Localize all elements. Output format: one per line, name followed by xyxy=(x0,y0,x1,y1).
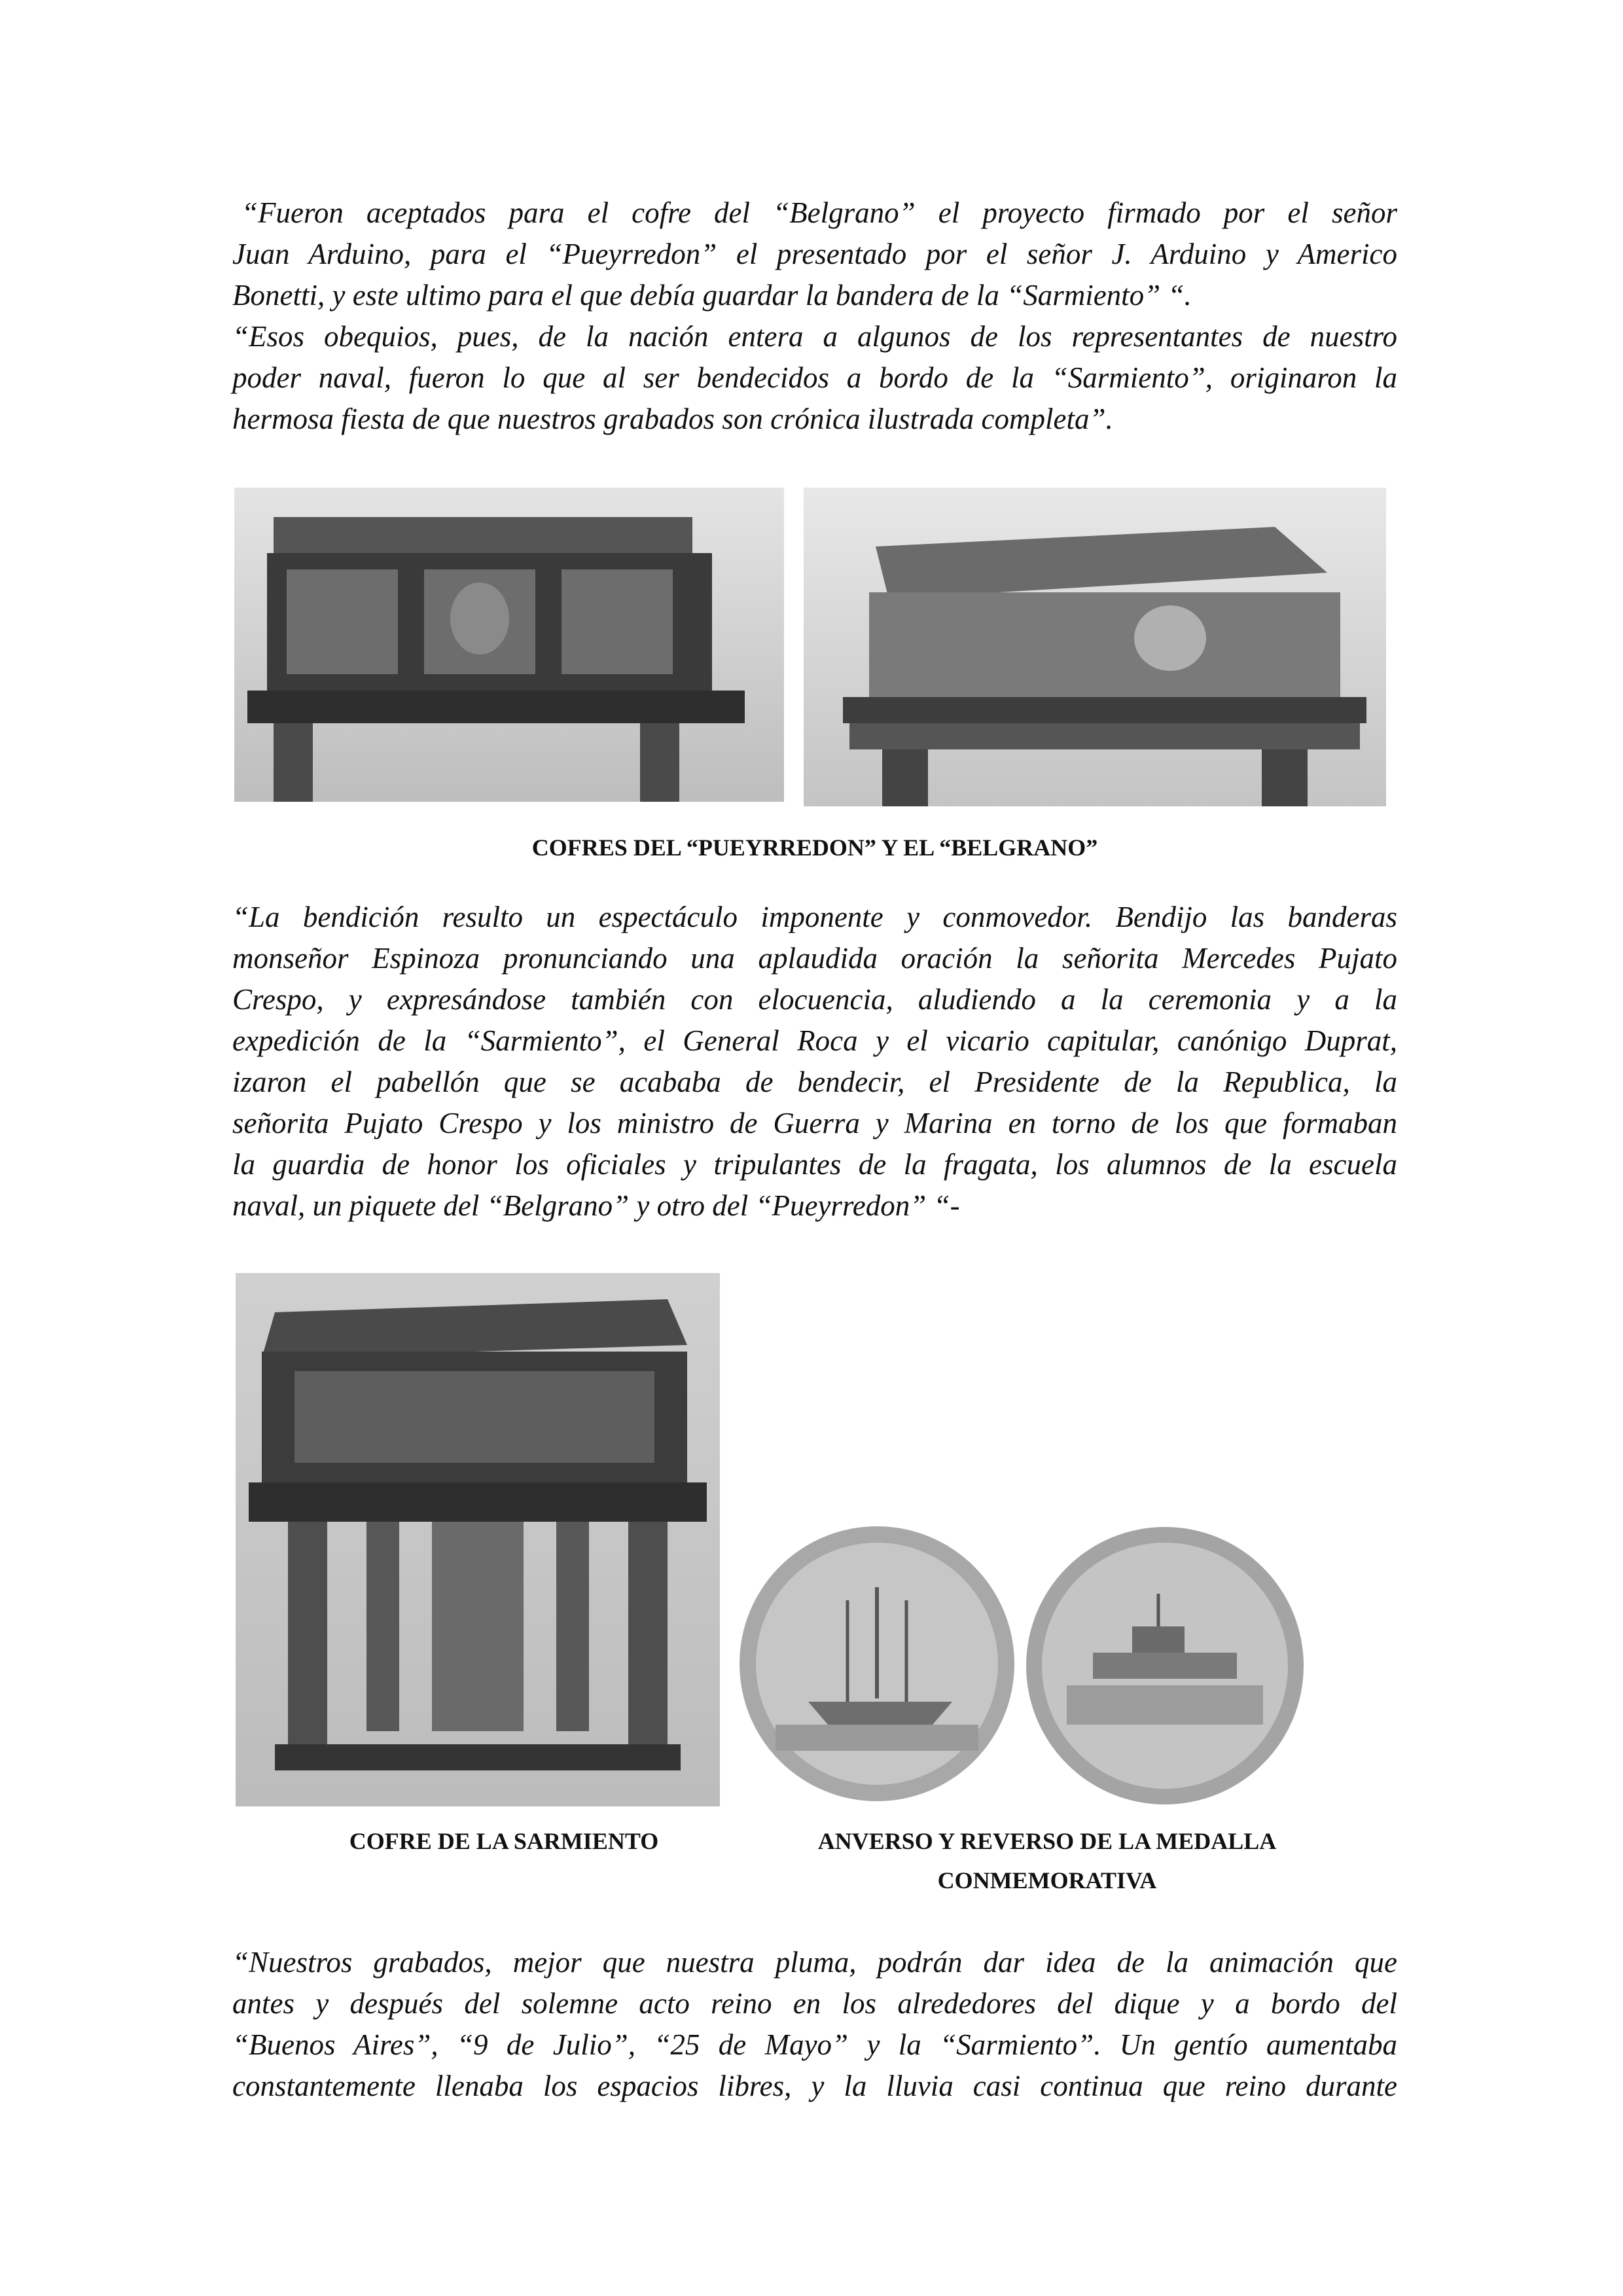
paragraph-2-line: expedición de la “Sarmiento”, el General Roca y el vicario capitular, canónigo Duprat, xyxy=(232,1024,1397,1057)
photo-medalla-reverso xyxy=(1021,1522,1309,1810)
cofre-belgrano-image xyxy=(804,488,1386,806)
caption-cofre-sarmiento: COFRE DE LA SARMIENTO xyxy=(349,1828,659,1854)
photo-cofre-belgrano xyxy=(804,488,1386,806)
paragraph-2-line: Crespo, y expresándose también con elocuencia, aludiendo a la ceremonia y a la xyxy=(232,983,1397,1016)
paragraph-2 xyxy=(232,897,1397,1227)
paragraph-1-line: poder naval, fueron lo que al ser bendecidos a bordo de la “Sarmiento”, originaron la xyxy=(232,361,1397,394)
paragraph-1-line: Juan Arduino, para el “Pueyrredon” el presentado por el señor J. Arduino y Americo xyxy=(232,238,1397,270)
medalla-reverso-image xyxy=(1021,1522,1309,1810)
paragraph-2-line: la guardia de honor los oficiales y tripulantes de la fragata, los alumnos de la escuela xyxy=(232,1148,1397,1181)
paragraph-1 xyxy=(232,192,1397,440)
paragraph-2-line: naval, un piquete del “Belgrano” y otro del “Pueyrredon” “- xyxy=(232,1189,960,1222)
caption-medalla-line2: CONMEMORATIVA xyxy=(937,1867,1157,1893)
photo-cofre-sarmiento xyxy=(236,1273,720,1806)
cofre-sarmiento-image xyxy=(236,1273,720,1806)
caption-cofres: COFRES DEL “PUEYRREDON” Y EL “BELGRANO” xyxy=(531,834,1098,861)
paragraph-2-line: izaron el pabellón que se acababa de bendecir, el Presidente de la Republica, la xyxy=(232,1066,1397,1098)
paragraph-2-line: monseñor Espinoza pronunciando una aplaudida oración la señorita Mercedes Pujato xyxy=(232,942,1397,975)
paragraph-3-line: constantemente llenaba los espacios libres, y la lluvia casi continua que reino durante xyxy=(232,2070,1397,2102)
paragraph-1-line: “Esos obequios, pues, de la nación entera a algunos de los representantes de nuestro xyxy=(232,320,1397,353)
cofre-pueyrredon-image xyxy=(234,488,784,802)
paragraph-3-line: “Buenos Aires”, “9 de Julio”, “25 de Mayo” y la “Sarmiento”. Un gentío aumentaba xyxy=(232,2028,1397,2061)
photo-cofre-pueyrredon xyxy=(234,488,784,802)
paragraph-1-line: hermosa fiesta de que nuestros grabados son crónica ilustrada completa”. xyxy=(232,403,1113,435)
photo-medalla-anverso xyxy=(736,1522,1018,1806)
paragraph-2-line: señorita Pujato Crespo y los ministro de Guerra y Marina en torno de los que formaban xyxy=(232,1107,1397,1139)
medalla-anverso-image xyxy=(736,1522,1018,1806)
caption-medalla-line1: ANVERSO Y REVERSO DE LA MEDALLA xyxy=(817,1828,1277,1854)
paragraph-1-line: Bonetti, y este ultimo para el que debía guardar la bandera de la “Sarmiento” “. xyxy=(232,279,1192,312)
paragraph-2-line: “La bendición resulto un espectáculo imponente y conmovedor. Bendijo las banderas xyxy=(232,901,1397,933)
paragraph-3-line: “Nuestros grabados, mejor que nuestra pluma, podrán dar idea de la animación que xyxy=(232,1946,1397,1979)
paragraph-1-line: “Fueron aceptados para el cofre del “Belgrano” el proyecto firmado por el señor xyxy=(241,196,1397,229)
paragraph-3 xyxy=(232,1942,1397,2107)
paragraph-3-line: antes y después del solemne acto reino en los alrededores del dique y a bordo del xyxy=(232,1987,1397,2020)
